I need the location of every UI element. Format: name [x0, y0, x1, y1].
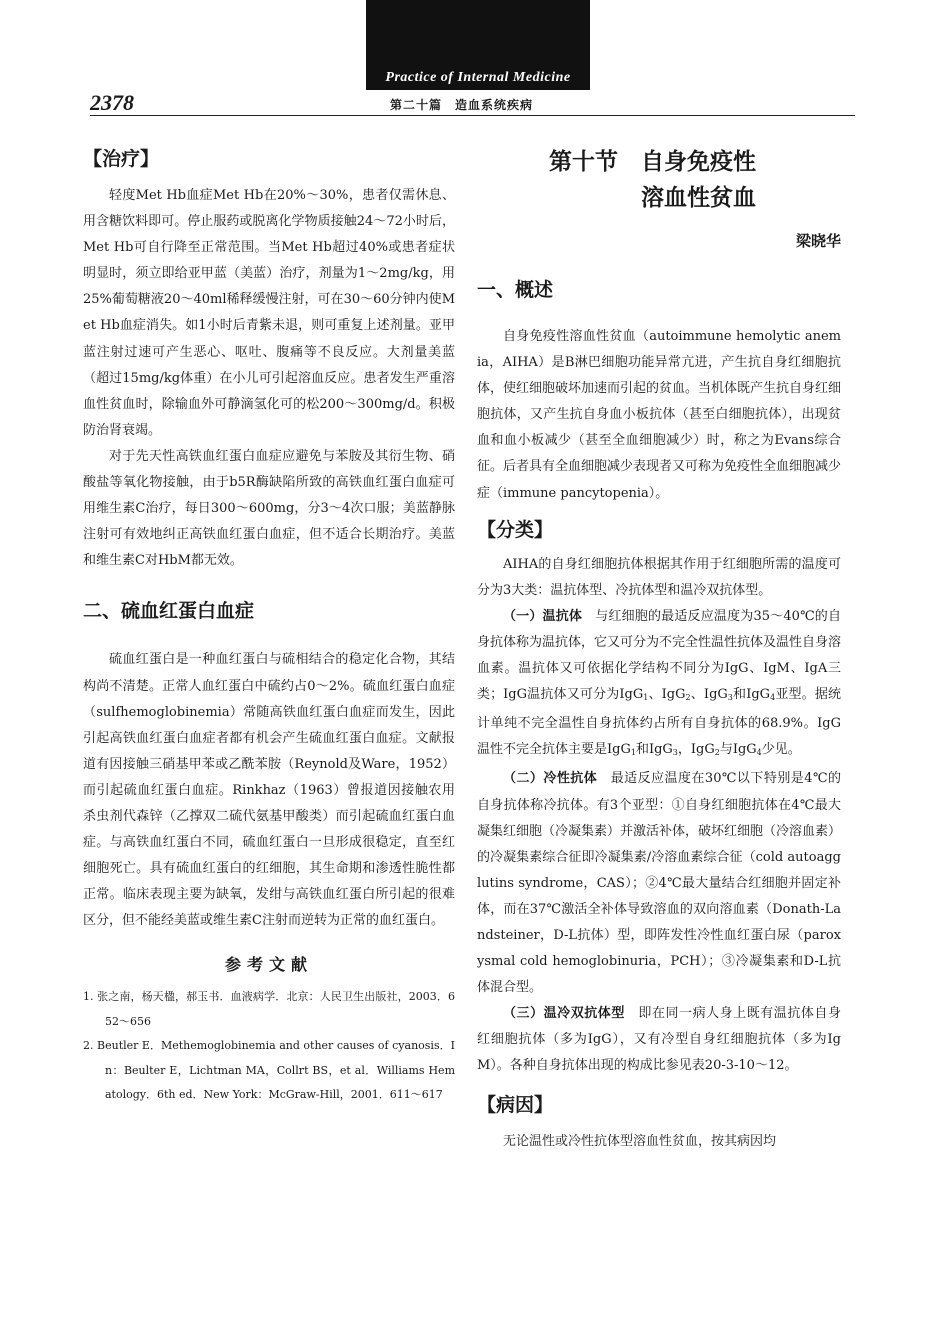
running-head: 第二十篇 造血系统疾病: [390, 98, 534, 112]
chapter-title-line-2: 溶血性贫血: [641, 185, 756, 211]
dual-antibody-paragraph: （三）温冷双抗体型 即在同一病人身上既有温抗体自身红细胞抗体（多为IgG），又有冷型自身红细胞抗体（多为IgM）。各种自身抗体出现的构成比参见表20-3-10～12。: [477, 1006, 841, 1074]
dual-antibody-label: （三）温冷双抗体型: [503, 1006, 625, 1022]
journal-title: Practice of Internal Medicine: [385, 70, 571, 85]
warm-antibody-label: （一）温抗体: [503, 608, 583, 624]
sulfhemoglobin-paragraph: 硫血红蛋白是一种血红蛋白与硫相结合的稳定化合物，其结构尚不清楚。正常人血红蛋白中硫约占0～2%。硫血红蛋白血症（sulfhemoglobinemia）常随高铁血红蛋白血症而发生，因此引起高铁血红蛋白血症者都有机会产生硫血红蛋白血症。文献报道有因接触三硝基甲苯或乙酰苯胺（Reynold及Ware，1952）而引起硫血红蛋白血症。Rinkhaz（1963）曾报道因接触农用杀虫剂代森锌（乙撑双二硫代氨基甲酸类）而引起硫血红蛋白血症。与高铁血红蛋白不同，硫血红蛋白一旦形成很稳定，直至红细胞死亡。具有硫血红蛋白的红细胞，其生命期和渗透性脆性都正常。临床表现主要为缺氧，发绀与高铁血红蛋白所引起的很难区分，但不能经美蓝或维生素C注射而逆转为正常的血红蛋白。: [83, 652, 455, 929]
warm-antibody-paragraph: （一）温抗体 与红细胞的最适反应温度为35～40℃的自身抗体称为温抗体，它又可分为不完全性温性抗体及温性自身溶血素。温抗体又可依据化学结构不同分为IgG、IgM、IgA三类；IgG温抗体又可分为IgG$_1$、IgG$_2$、IgG$_3$和IgG$_4$亚型。据统计单纯不完全温性自身抗体约占所有自身抗体的68.9%。IgG温性不完全抗体主要是IgG$_1$和IgG$_3$，IgG$_2$与IgG$_4$少见。: [477, 608, 842, 758]
page-number: 2378: [90, 90, 134, 115]
reference-item: 2. Beutler E．Methemoglobinemia and other causes of cyanosis．In：Beulter E，Lichtman MA，Collrt BS，et al．Williams Hematology．6th ed．New York：McGraw-Hill，2001．611～617: [83, 1039, 455, 1102]
overview-heading: 一、概述: [477, 279, 554, 301]
chapter-title-line-1: 第十节 自身免疫性: [549, 149, 756, 175]
journal-banner: [366, 0, 590, 90]
treatment-heading: 【治疗】: [83, 148, 160, 170]
header-rule: [90, 115, 855, 116]
etiology-paragraph: 无论温性或冷性抗体型溶血性贫血，按其病因均: [503, 1133, 777, 1149]
author: 梁晓华: [795, 232, 841, 250]
treatment-paragraph-1: 轻度Met Hb血症Met Hb在20%～30%，患者仅需休息、用含糖饮料即可。停止服药或脱离化学物质接触24～72小时后，Met Hb可自行降至正常范围。当Met Hb超过40%或患者症状明显时，须立即给亚甲蓝（美蓝）治疗，剂量为1～2mg/kg，用25%葡萄糖液20～40ml稀释缓慢注射，可在30～60分钟内使Met Hb血症消失。如1小时后青紫未退，则可重复上述剂量。亚甲蓝注射过速可产生恶心、呕吐、腹痛等不良反应。大剂量美蓝（超过15mg/kg体重）在小儿可引起溶血反应。患者发生严重溶血性贫血时，除输血外可静滴氢化可的松200～300mg/d。积极防治肾衰竭。: [83, 188, 455, 438]
etiology-heading: 【病因】: [477, 1093, 554, 1116]
left-column: [83, 130, 455, 1108]
cold-antibody-label: （二）冷性抗体: [503, 771, 598, 787]
reference-item: 1. 张之南，杨天楹，郝玉书．血液病学．北京：人民卫生出版社，2003．652～656: [83, 990, 455, 1028]
classification-paragraph: AIHA的自身红细胞抗体根据其作用于红细胞所需的温度可分为3大类：温抗体型、冷抗体型和温冷双抗体型。: [477, 556, 841, 598]
references-heading: 参考文献: [224, 955, 313, 975]
right-column: [477, 130, 841, 1155]
treatment-paragraph-2: 对于先天性高铁血红蛋白血症应避免与苯胺及其衍生物、硝酸盐等氧化物接触，由于b5R酶缺陷所致的高铁血红蛋白血症可用维生素C治疗，每日300～600mg，分3～4次口服；美蓝静脉注射可有效地纠正高铁血红蛋白血症，但不适合长期治疗。美蓝和维生素C对HbM都无效。: [83, 448, 455, 569]
classification-heading: 【分类】: [477, 518, 554, 541]
overview-paragraph: 自身免疫性溶血性贫血（autoimmune hemolytic anemia，AIHA）是B淋巴细胞功能异常亢进，产生抗自身红细胞抗体，使红细胞破坏加速而引起的贫血。当机体既产生抗自身红细胞抗体，又产生抗自身血小板抗体（甚至白细胞抗体），出现贫血和血小板减少（甚至全血细胞减少）时，称之为Evans综合征。后者具有全血细胞减少表现者又可称为免疫性全血细胞减少症（immune pancytopenia）。: [477, 329, 842, 501]
section-heading-sulfhemoglobinemia: 二、硫血红蛋白血症: [83, 600, 255, 623]
cold-antibody-paragraph: （二）冷性抗体 最适反应温度在30℃以下特别是4℃的自身抗体称冷抗体。有3个亚型：①自身红细胞抗体在4℃最大凝集红细胞（冷凝集素）并激活补体，破坏红细胞（冷溶血素）的冷凝集素综合征即冷凝集素/冷溶血素综合征（cold autoagglutins syndrome，CAS）；②4℃最大量结合红细胞并固定补体，而在37℃激活全补体导致溶血的双向溶血素（Donath-Landsteiner，D-L抗体）型，即阵发性冷性血红蛋白尿（paroxysmal cold hemoglobinuria，PCH）；③冷凝集素和D-L抗体混合型。: [477, 771, 842, 996]
